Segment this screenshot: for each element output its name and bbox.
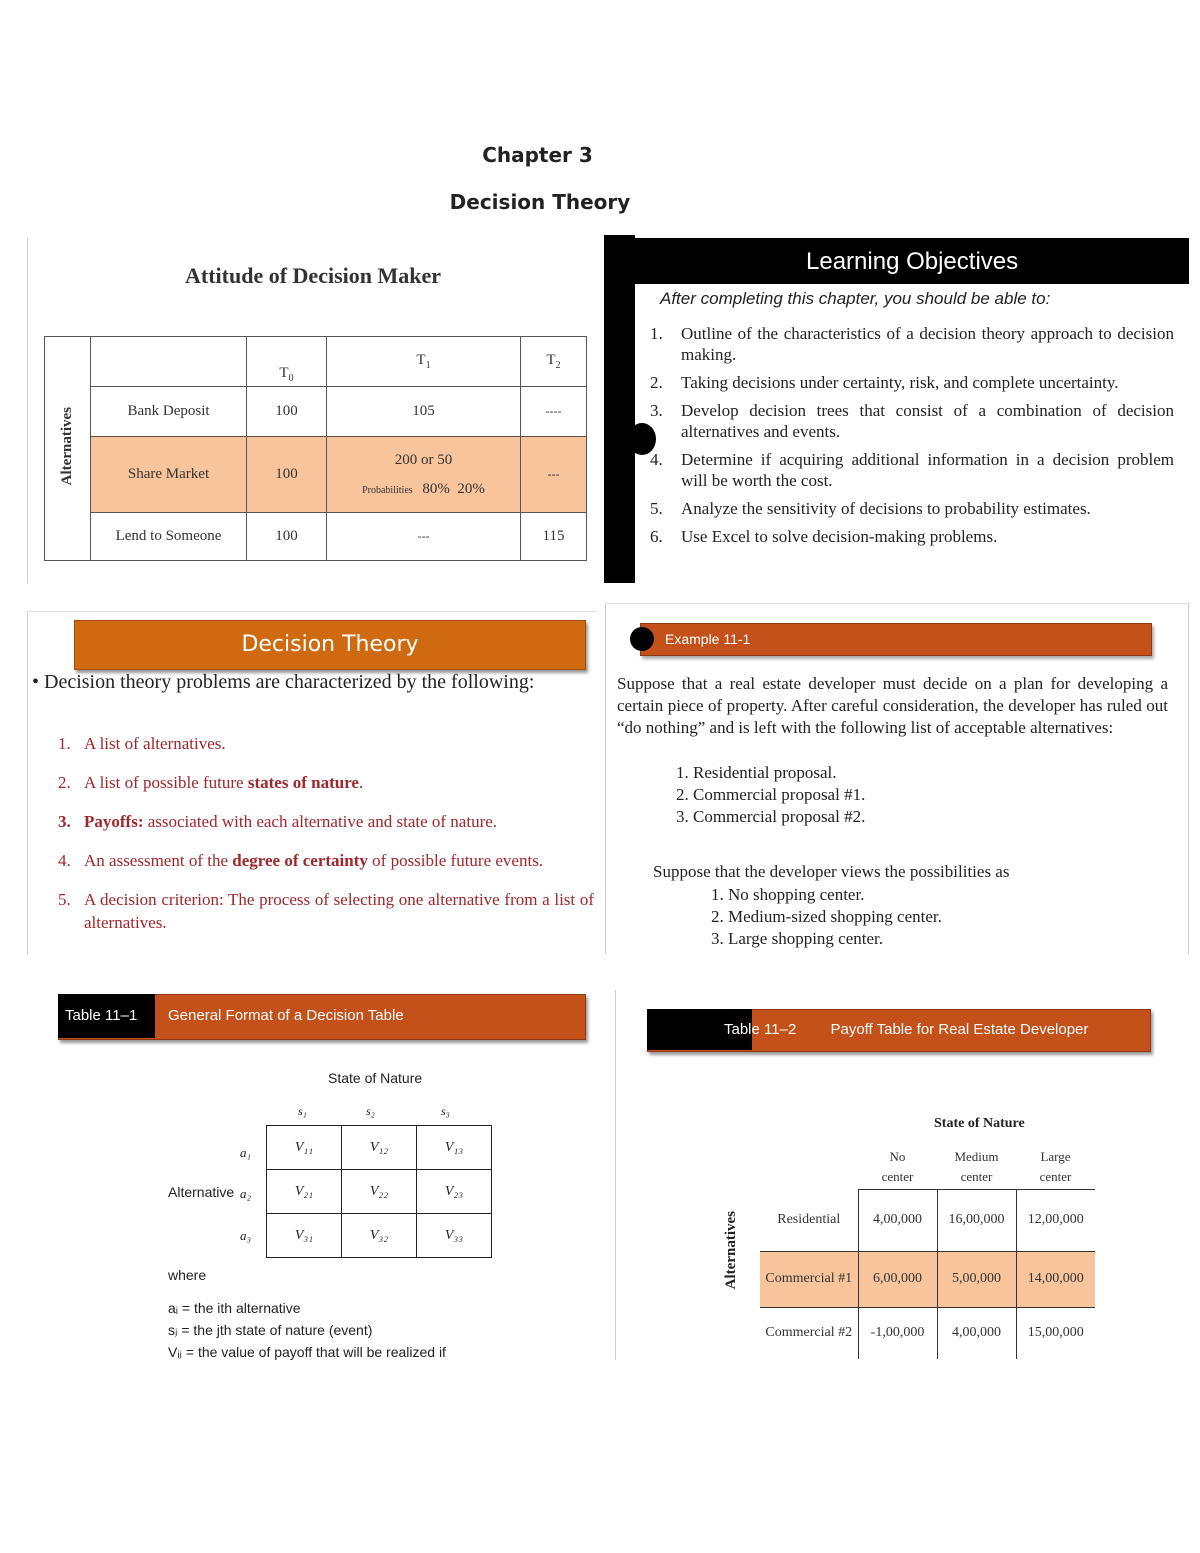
objective-item [650,400,1174,442]
list-item: 2. Commercial proposal #1. [676,785,866,804]
table1-label: Table 11–1 [65,1007,138,1024]
payoff-cell: 6,00,000 [858,1251,937,1307]
chapter-heading: Chapter 3 [482,143,593,167]
alternatives-label [716,1200,746,1300]
list-item: 3. Large shopping center. [711,929,884,948]
col-t1: $T_1$ [327,337,521,387]
payoff-cell: V₁₃ [417,1126,492,1170]
decision-theory-banner: Decision Theory [74,620,586,670]
payoff-cell: V₁₁ [267,1126,342,1170]
payoff-cell: V₂₁ [267,1170,342,1214]
objective-item [650,526,1174,547]
col-large-center [1016,1145,1095,1189]
panel-divider [1188,604,1189,954]
objectives-header [604,238,1189,284]
payoff-cell: -1,00,000 [858,1307,937,1359]
table2-label: Table 11–2 [724,1021,797,1038]
list-item [58,849,594,872]
table1-title: General Format of a Decision Table [168,1007,404,1024]
item-text: Determine if acquiring additional information in a decision problem will be worth the cost. [681,450,1174,490]
panel-divider [27,238,28,583]
objective-item [650,498,1174,519]
item-number: 6. [650,527,663,546]
example-paragraph: Suppose that a real estate developer must decide on a plan for developing a certain piece of property. After careful consideration, the developer has ruled out “do nothing” and is left with the following list of acceptable alternatives: [617,674,1168,737]
item-text [84,888,594,934]
payoff-cell: 15,00,000 [1027,1325,1084,1341]
payoff-cell: 14,00,000 [1027,1271,1084,1286]
row-label: Lend to Someone [91,513,247,561]
text-part: A decision criterion: The process of selecting one alternative from a list of alternatives. [84,890,594,932]
definition: Vᵢⱼ = the value of payoff that will be realized if [168,1344,446,1360]
item-number: 2. [58,773,71,792]
payoff-cell: V₃₂ [342,1214,417,1258]
state-header: s₃ [441,1104,450,1118]
text-bold: degree of certainty [232,851,368,870]
characteristics-list [58,732,594,950]
text-part: of possible future events. [367,851,544,870]
payoff-cell: V₃₃ [417,1214,492,1258]
page-title: Decision Theory [449,190,631,214]
text-part: A list of alternatives. [84,734,226,753]
attitude-title: Attitude of Decision Maker [185,263,442,288]
cell: 100 [247,513,327,561]
cell: ---- [521,387,587,437]
payoff-cell: V₂₂ [342,1170,417,1214]
payoff-cell: V₃₁ [267,1214,342,1258]
alternatives-label: Alternatives [59,406,75,486]
panel-divider [605,604,606,954]
item-number: 2. [650,373,663,392]
objective-item [650,449,1174,491]
item-text: Use Excel to solve decision-making problems. [681,527,998,546]
alternatives-label-text: Alternatives [722,1210,739,1290]
state-header: s₂ [366,1104,375,1118]
alt-header: a₃ [240,1228,252,1243]
objectives-list [650,323,1174,554]
payoff-cell: 12,00,000 [1027,1212,1084,1227]
list-item: 2. Medium-sized shopping center. [711,907,942,926]
objectives-title: Learning Objectives [806,248,1019,275]
definition: sⱼ = the jth state of nature (event) [168,1322,373,1338]
text-part: A list of possible future [84,773,248,792]
cell: --- [521,437,587,513]
panel-divider [605,603,1190,604]
col-line: No [889,1148,906,1164]
col-medium-center [937,1145,1016,1189]
objectives-intro: After completing this chapter, you should be able to: [660,289,1051,308]
list-item [58,810,594,833]
bullet-text: Decision theory problems are characterized by the following: [44,671,535,693]
example-paragraph-2: Suppose that the developer views the possibilities as [653,862,1010,881]
col-line: center [881,1168,914,1184]
col-line: Large [1040,1148,1071,1164]
cell-value: 200 or 50 [394,451,453,468]
definition: aᵢ = the ith alternative [168,1300,301,1316]
text-bold: states of nature [247,773,359,792]
attitude-table [44,336,587,561]
list-item: 1. No shopping center. [711,885,865,904]
alternatives-label-cell [45,337,91,561]
decision-table-grid [266,1125,492,1258]
row-label: Bank Deposit [91,387,247,437]
state-header: s₁ [298,1104,307,1118]
cell: 105 [327,387,521,437]
table2-heading [724,1009,1088,1050]
text-part: . [358,773,364,792]
list-item [58,888,594,934]
item-number: 1. [58,734,71,753]
list-item: 3. Commercial proposal #2. [676,807,866,826]
cell: 100 [247,387,327,437]
row-label: Share Market [91,437,247,513]
item-text: Taking decisions under certainty, risk, and complete uncertainty. [681,373,1119,392]
cell: --- [327,513,521,561]
prob-values: 80% 20% [422,480,485,497]
payoff-cell: 16,00,000 [937,1189,1016,1251]
item-number: 1. [650,324,663,343]
alt-header: a₁ [240,1145,252,1160]
state-of-nature-label: State of Nature [328,1070,423,1086]
panel-divider [27,612,28,955]
text-part: associated with each alternative and state of nature. [143,812,498,831]
item-number: 4. [650,450,663,469]
item-text [84,849,543,872]
where-label: where [168,1267,207,1283]
item-text [84,810,497,833]
payoff-cell: 4,00,000 [858,1189,937,1251]
example-banner [640,623,1152,656]
cell: 115 [521,513,587,561]
panel-divider [615,990,616,1360]
objective-item [650,372,1174,393]
item-number: 4. [58,851,71,870]
alt-header: a₂ [240,1186,252,1201]
definitions [168,1297,446,1363]
decision-theory-bullet: • Decision theory problems are characterized by the following: [32,671,535,693]
item-number: 5. [58,890,71,909]
cell-probabilities [327,437,521,513]
alternative-label: Alternative [168,1184,235,1200]
example-title: Example 11-1 [665,631,751,647]
list-item [58,771,594,794]
item-text [84,771,363,794]
col-line: center [960,1168,993,1184]
payoff-cell: V₂₃ [417,1170,492,1214]
item-number: 3. [58,812,71,831]
col-line: Medium [954,1148,999,1164]
state-of-nature-label: State of Nature [934,1116,1025,1131]
item-text: Analyze the sensitivity of decisions to probability estimates. [681,499,1091,518]
text-part: An assessment of the [84,851,233,870]
payoff-cell: V₁₂ [342,1126,417,1170]
header-empty [91,337,247,387]
item-text: Develop decision trees that consist of a combination of decision alternatives and events. [681,401,1174,441]
alternatives-list [676,762,865,828]
prob-label: Probabilities [362,484,413,496]
objective-item [650,323,1174,365]
list-item: 1. Residential proposal. [676,763,837,782]
payoff-table [760,1145,1095,1359]
row-label: Residential [777,1211,841,1227]
row-label: Commercial #1 [765,1271,853,1286]
list-item [58,732,594,755]
header-empty [760,1145,858,1189]
col-line: center [1039,1168,1072,1184]
row-label: Commercial #2 [765,1325,853,1341]
panel-divider [27,611,597,612]
item-number: 5. [650,499,663,518]
objectives-side-bar [604,235,635,583]
table1-label-box [58,994,155,1038]
possibilities-list [711,884,942,950]
payoff-cell: 4,00,000 [937,1307,1016,1359]
item-text: Outline of the characteristics of a decision theory approach to decision making. [681,324,1174,364]
cell: 100 [247,437,327,513]
payoff-cell: 5,00,000 [937,1251,1016,1307]
col-t2: $T_2$ [521,337,587,387]
table2-title: Payoff Table for Real Estate Developer [830,1021,1089,1038]
bullet-dot [630,627,654,651]
item-number: 3. [650,401,663,420]
col-t0: $T_0$ [247,337,327,387]
col-no-center [858,1145,937,1189]
item-text [84,732,226,755]
text-bold: Payoffs: [84,812,144,831]
